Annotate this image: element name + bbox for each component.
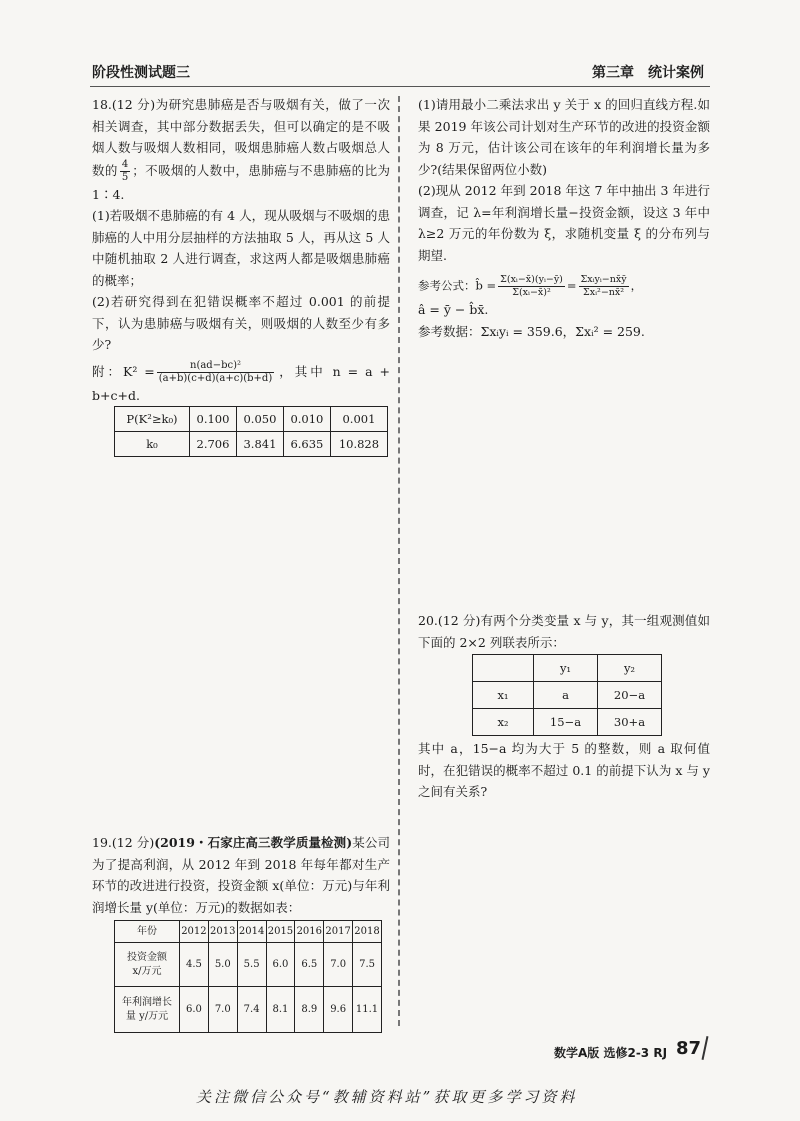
table-cell: 15−a: [534, 709, 598, 736]
q19-table: [114, 920, 382, 1033]
q18-part1: (1)若吸烟不患肺癌的有 4 人，现从吸烟与不吸烟的患肺癌的人中用分层抽样的方法抽取 5 人，再从这 5 人中随机抽取 2 人进行调查，求这两人都是吸烟患肺癌的概率；: [92, 208, 390, 288]
q19-formula-den1: Σ(xᵢ−x̄)²: [512, 287, 551, 298]
table-cell: 10.828: [330, 432, 387, 457]
q18-fraction: [120, 159, 130, 184]
table-head-cell: P(K²≥k₀): [115, 407, 190, 432]
table-cell: 8.1: [266, 987, 295, 1033]
q18-formula-prefix: 附：K² =: [92, 363, 155, 379]
table-cell: 9.6: [324, 987, 353, 1033]
table-row: [115, 987, 382, 1033]
header-right-title: 第三章 统计案例: [592, 65, 704, 81]
q19-formula-label: 参考公式：b̂ =: [418, 278, 497, 293]
table-cell: 2017: [324, 921, 353, 943]
table-row: [115, 921, 382, 943]
q18-frac-num: 4: [121, 158, 129, 170]
q20-question: 其中 a，15−a 均为大于 5 的整数，则 a 取何值时，在犯错误的概率不超过 0.1 的前提下认为 x 与 y 之间有关系?: [418, 741, 710, 799]
q18-table: [114, 406, 388, 457]
table-cell: 0.001: [330, 407, 387, 432]
table-cell: 2013: [208, 921, 237, 943]
table-head-cell: x₂: [473, 709, 534, 736]
q20-intro: 有两个分类变量 x 与 y，其一组观测值如下面的 2×2 列联表所示：: [418, 613, 710, 650]
page-number-slash: [702, 1036, 709, 1060]
q19-formula-a: â = ȳ − b̂x̄.: [418, 302, 489, 317]
q19-x-head-1: 投资金额: [127, 951, 167, 963]
table-head-cell: y₂: [598, 655, 662, 682]
table-row: [473, 655, 662, 682]
table-cell: 30+a: [598, 709, 662, 736]
table-cell: 5.5: [237, 943, 266, 987]
q19-formula-den2: Σxᵢ²−nx̄²: [583, 287, 625, 298]
table-cell: 6.5: [295, 943, 324, 987]
q19-y-head-1: 年利润增长: [122, 996, 172, 1008]
table-row: [473, 682, 662, 709]
q19-formula-num1: Σ(xᵢ−x̄)(yᵢ−ȳ): [500, 274, 563, 285]
table-row: [473, 709, 662, 736]
header-rule: [90, 86, 710, 87]
table-row: [115, 943, 382, 987]
q18-formula-suffix: ，其中 n = a + b+c+d.: [92, 363, 390, 403]
table-head-cell: x₁: [473, 682, 534, 709]
q19-part2: (2)现从 2012 年到 2018 年这 7 年中抽出 3 年进行调查，记 λ=年利润增长量−投资金额，设这 3 年中 λ≥2 万元的年份数为 ξ，求随机变量 ξ 的分布列与期望.: [418, 183, 710, 263]
column-divider: [398, 96, 400, 1026]
table-head-cell: y₁: [534, 655, 598, 682]
table-cell: 11.1: [353, 987, 382, 1033]
q18-label: 18.(12 分): [92, 97, 156, 112]
table-row: [115, 407, 388, 432]
table-cell: 0.010: [283, 407, 330, 432]
q18-formula-den: (a+b)(c+d)(a+c)(b+d): [158, 372, 273, 384]
q19-label: 19.(12 分): [92, 835, 155, 850]
table-head-cell: [473, 655, 534, 682]
table-cell: 7.4: [237, 987, 266, 1033]
table-cell: 2012: [180, 921, 209, 943]
table-head-cell: [115, 987, 180, 1033]
q18-formula-fraction: [157, 360, 274, 385]
table-cell: 7.5: [353, 943, 382, 987]
table-row: [115, 432, 388, 457]
table-cell: 2.706: [190, 432, 237, 457]
question-18: [92, 94, 390, 406]
handwritten-note: 关注微信公众号“教辅资料站”获取更多学习资料: [196, 1088, 578, 1106]
q18-intro-a: 为研究患肺癌是否与吸烟有关，做了一次相关调查，其中部分数据丢失，但可以确定的是不吸烟人数与吸烟人数相同，吸烟患肺癌人数占吸烟总人数的: [92, 97, 390, 178]
table-cell: 5.0: [208, 943, 237, 987]
q18-part2: (2)若研究得到在犯错误概率不超过 0.001 的前提下，认为患肺癌与吸烟有关，则吸烟的人数至少有多少?: [92, 294, 390, 352]
q19-source: (2019・石家庄高三教学质量检测): [154, 835, 353, 850]
header-left-title: 阶段性测试题三: [92, 65, 190, 81]
table-head-cell: [115, 943, 180, 987]
table-cell: 20−a: [598, 682, 662, 709]
q19-x-head-2: x/万元: [132, 965, 162, 977]
q20-label: 20.(12 分): [418, 613, 481, 628]
question-19: [92, 832, 390, 918]
table-cell: 7.0: [208, 987, 237, 1033]
table-cell: 3.841: [236, 432, 283, 457]
table-cell: 0.050: [236, 407, 283, 432]
q19-formula-num2: Σxᵢyᵢ−nx̄ȳ: [580, 274, 627, 285]
table-cell: 2018: [353, 921, 382, 943]
table-head-cell: k₀: [115, 432, 190, 457]
table-cell: 2015: [266, 921, 295, 943]
q19-ref-data: 参考数据：Σxᵢyᵢ = 359.6，Σxᵢ² = 259.: [418, 323, 645, 339]
page-number: 87: [676, 1038, 702, 1059]
question-20-body: [418, 738, 710, 803]
table-head-cell: 年份: [115, 921, 180, 943]
question-20: [418, 610, 710, 653]
table-cell: 2016: [295, 921, 324, 943]
q19-y-head-2: 量 y/万元: [125, 1010, 169, 1022]
q19-formula-fraction-2: [579, 274, 629, 299]
q19-intro: 某公司为了提高利润，从 2012 年到 2018 年每年都对生产环节的改进进行投资，投资金额 x(单位：万元)与年利润增长量 y(单位：万元)的数据如表：: [92, 835, 390, 915]
table-cell: 0.100: [190, 407, 237, 432]
q18-formula-num: n(ad−bc)²: [157, 360, 274, 373]
table-cell: 4.5: [180, 943, 209, 987]
table-cell: 7.0: [324, 943, 353, 987]
q19-part1: (1)请用最小二乘法求出 y 关于 x 的回归直线方程.如果 2019 年该公司计划对生产环节的改进的投资金额为 8 万元，估计该公司在该年的年利润增长量为多少?(结果保留两位小数): [418, 97, 710, 177]
table-cell: 6.0: [180, 987, 209, 1033]
table-cell: 2014: [237, 921, 266, 943]
table-cell: a: [534, 682, 598, 709]
question-19-continued: (1)请用最小二乘法求出 y 关于 x 的回归直线方程.如果 2019 年该公司计划对生产环节的改进的投资金额为 8 万元，估计该公司在该年的年利润增长量为多少?(结果保留两位小数) (2)现从 2012 年到 2018 年这 7 年中抽出 3 年进行调查，记 λ=年利润增长量−投资金额，设这 3 年中 λ≥2 万元的年份数为 ξ，求随机变量 ξ 的分布列与期望. 参考公式：b̂ = $\frac{\text{Σ(xᵢ−x̄)(yᵢ−ȳ)}}{\text{Σ(xᵢ−x̄)²}}$ = $\frac{\text{Σxᵢyᵢ−nx̄ȳ}}{\text{Σxᵢ²−nx̄²}}$ ， â = ȳ − b̂x̄. 参考数据：Σxᵢyᵢ = 359.6，Σxᵢ² = 259.: [418, 94, 710, 342]
q18-frac-den: 5: [121, 171, 129, 183]
q19-formula-fraction-1: [498, 274, 565, 299]
q18-intro-b: ；不吸烟的人数中，患肺癌与不患肺癌的比为 1∶4.: [92, 162, 390, 202]
q20-table: [472, 654, 662, 736]
footer-book: 数学A版 选修2-3 RJ: [554, 1046, 668, 1060]
table-cell: 6.0: [266, 943, 295, 987]
table-cell: 8.9: [295, 987, 324, 1033]
table-cell: 6.635: [283, 432, 330, 457]
